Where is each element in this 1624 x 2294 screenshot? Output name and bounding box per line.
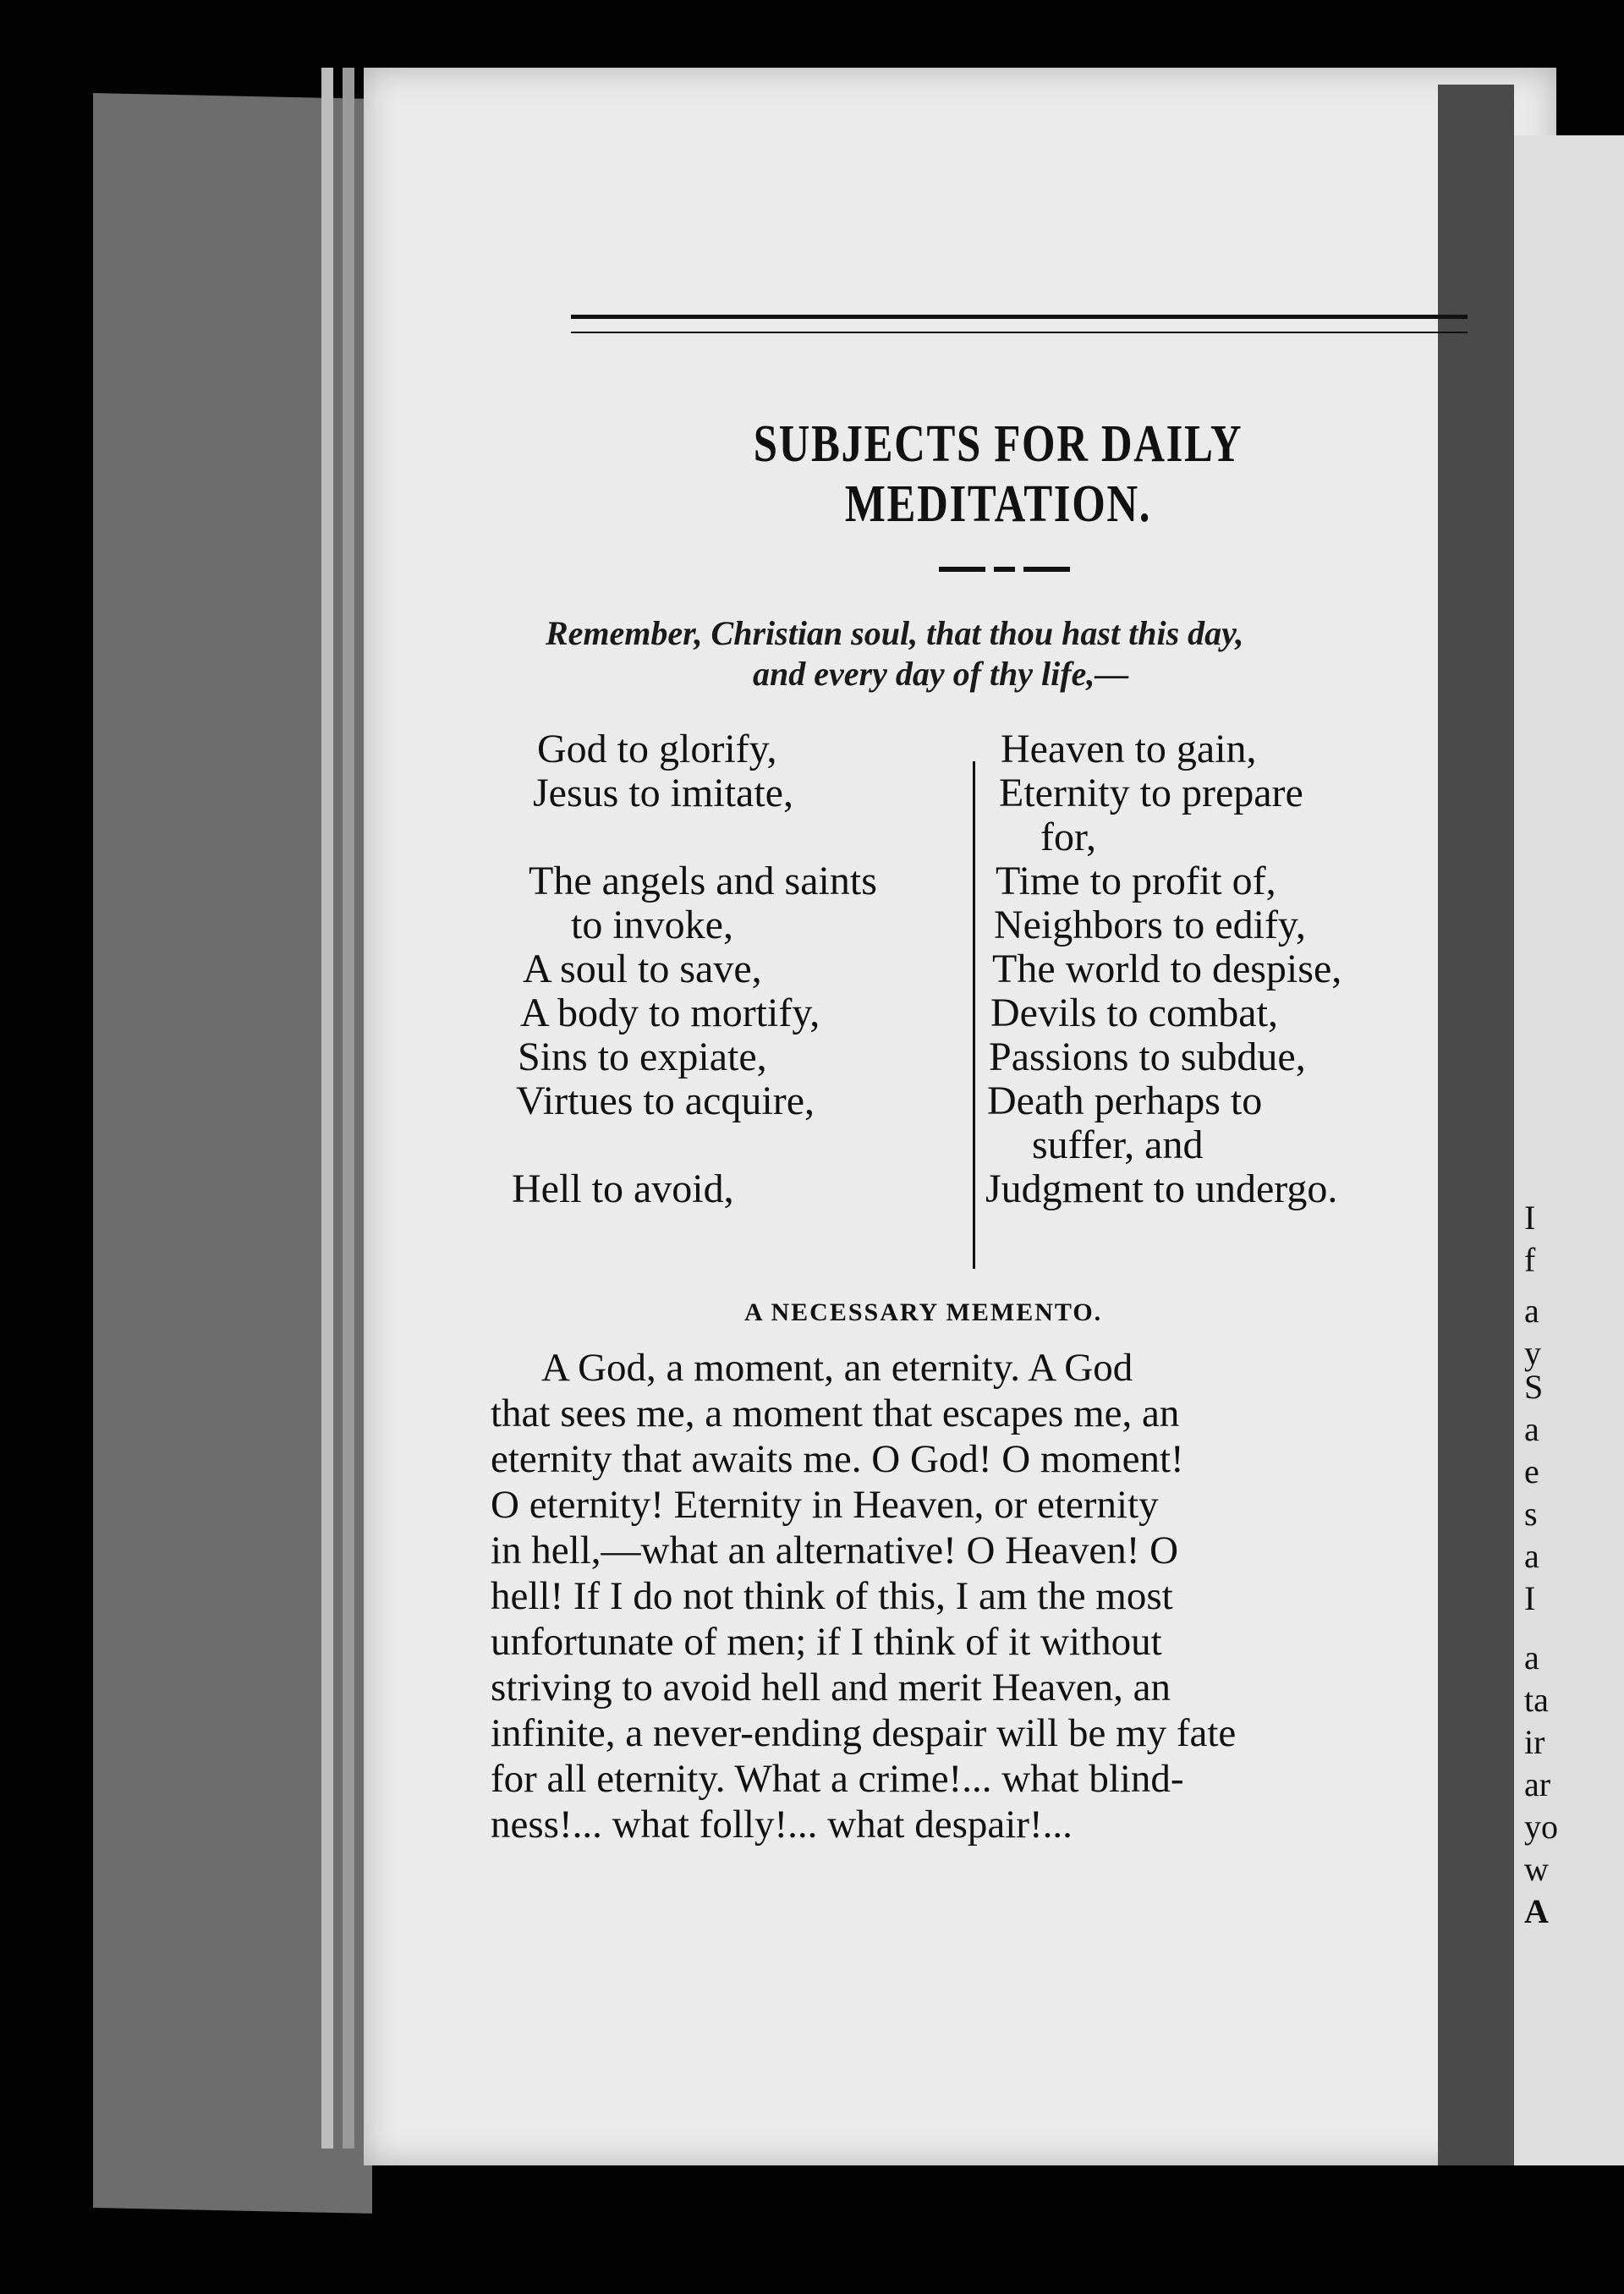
adjacent-page-fragment: w (1524, 1850, 1549, 1888)
left-column-line: A soul to save, (523, 947, 762, 991)
memento-line: striving to avoid hell and merit Heaven, an (491, 1666, 1171, 1710)
adjacent-page-fragment: e (1524, 1452, 1539, 1490)
left-column-line: God to glorify, (537, 727, 777, 771)
right-column (985, 727, 1459, 1211)
memento-line: eternity that awaits me. O God! O moment! (491, 1437, 1184, 1481)
memento-line: in hell,—what an alternative! O Heaven! O (491, 1528, 1179, 1572)
right-column-line: for, (1040, 815, 1097, 859)
memento-line: unfortunate of men; if I think of it without (491, 1620, 1162, 1664)
adjacent-page-fragment: yo (1524, 1808, 1558, 1846)
ornament-dash (994, 567, 1015, 572)
right-column-line: Heaven to gain, (1001, 727, 1257, 771)
left-column-line: A body to mortify, (520, 991, 820, 1035)
header-rule-thick (571, 315, 1468, 319)
adjacent-page-fragment: a (1524, 1638, 1539, 1677)
right-column-line: Neighbors to edify, (994, 903, 1306, 947)
left-column-line: to invoke, (571, 903, 733, 947)
page-edge (321, 68, 333, 2149)
ornament-dash (1023, 567, 1070, 572)
adjacent-page (1514, 135, 1624, 2165)
memento-line: for all eternity. What a crime!... what blind- (491, 1757, 1184, 1801)
ornament-dash (939, 567, 985, 572)
right-column-line: Judgment to undergo. (985, 1166, 1338, 1211)
right-column-line: Passions to subdue, (989, 1034, 1306, 1079)
column-divider (973, 761, 975, 1269)
right-column-line: Death perhaps to (987, 1078, 1263, 1123)
memento-line: A God, a moment, an eternity. A God (541, 1346, 1133, 1390)
adjacent-page-fragment: y (1524, 1334, 1541, 1372)
page-title: SUBJECTS FOR DAILY MEDITATION. (753, 415, 1243, 533)
intro-line: Remember, Christian soul, that thou hast this day, (546, 614, 1244, 652)
left-column (508, 727, 981, 1211)
right-column-line: suffer, and (1032, 1122, 1204, 1167)
left-column-line: Jesus to imitate, (533, 771, 793, 815)
adjacent-page-fragment: a (1524, 1292, 1539, 1330)
memento-line: hell! If I do not think of this, I am the most (491, 1574, 1173, 1618)
intro-text (533, 613, 1446, 694)
stanza-gap (508, 815, 981, 859)
adjacent-page-fragment: ir (1524, 1723, 1545, 1761)
adjacent-page-fragment: a (1524, 1537, 1539, 1575)
left-column-line: Sins to expiate, (518, 1034, 767, 1079)
header-rule-thin (571, 332, 1468, 333)
adjacent-page-fragment: ta (1524, 1681, 1549, 1719)
right-column-line: The world to despise, (992, 947, 1342, 991)
adjacent-page-fragment: s (1524, 1495, 1538, 1533)
right-column-line: Time to profit of, (996, 859, 1276, 903)
adjacent-page-fragment: I (1524, 1199, 1536, 1237)
memento-line: infinite, a never-ending despair will be my fate (491, 1711, 1237, 1755)
left-column-line: Hell to avoid, (512, 1166, 734, 1211)
stanza-gap (508, 1123, 981, 1167)
memento-line: O eternity! Eternity in Heaven, or eternity (491, 1483, 1159, 1527)
adjacent-page-fragment: ar (1524, 1765, 1551, 1803)
adjacent-page-fragment: a (1524, 1410, 1539, 1448)
memento-line: ness!... what folly!... what despair!... (491, 1803, 1073, 1847)
left-column-line: Virtues to acquire, (516, 1078, 815, 1123)
intro-line: and every day of thy life,— (753, 655, 1129, 693)
right-column-line: Eternity to prepare (999, 771, 1303, 815)
left-column-line: The angels and saints (529, 859, 877, 903)
adjacent-page-fragment: I (1524, 1579, 1536, 1617)
adjacent-page-fragment: S (1524, 1368, 1544, 1406)
adjacent-page-fragment: A (1524, 1892, 1549, 1930)
section-subheading: A NECESSARY MEMENTO. (744, 1298, 1103, 1326)
right-column-line: Devils to combat, (990, 991, 1278, 1035)
adjacent-page-fragment: f (1524, 1241, 1536, 1279)
page-edge (343, 68, 354, 2149)
memento-paragraph (491, 1345, 1404, 1847)
memento-line: that sees me, a moment that escapes me, an (491, 1391, 1180, 1435)
